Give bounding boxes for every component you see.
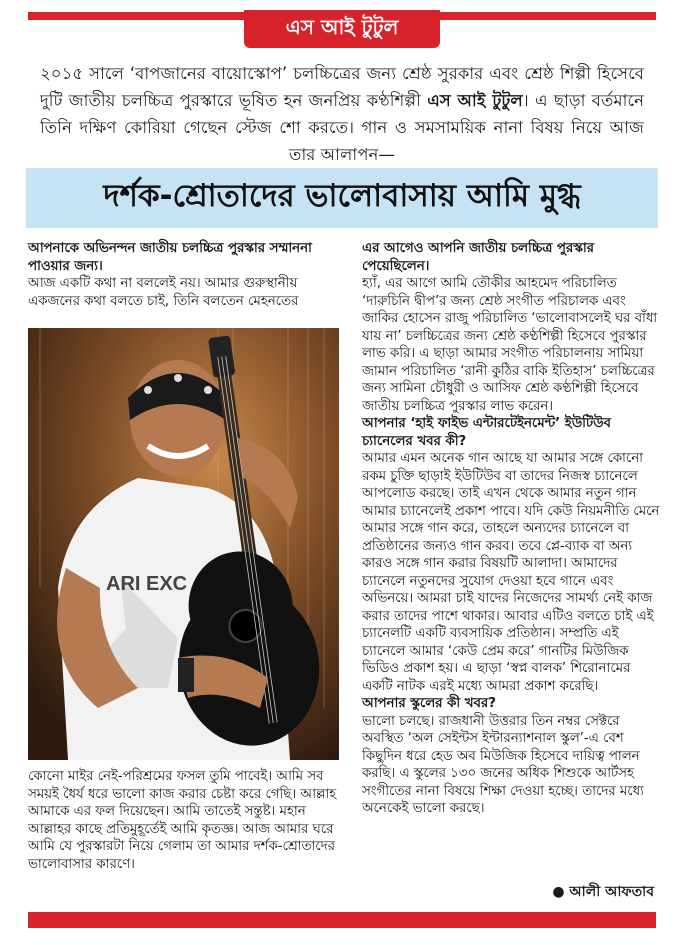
section-tab: এস আই টুটুল [244,10,440,48]
headline: দর্শক-শ্রোতাদের ভালোবাসায় আমি মুগ্ধ [26,168,658,228]
shirt-print: ARI EXC [106,573,188,595]
intro-paragraph [40,60,644,168]
answer-1-part-2: কোনো মাইর নেই-পরিশ্রমের ফসল তুমি পাবেই। আমি সব সময়ই ধৈর্য ধরে ভালো কাজ করার চেষ্টা করে গেছি। আল্লাহ আমাকে এর ফল দিয়েছেন। আমি তাতেই সন্তুষ্ট। মহান আল্লাহর কাছে প্রতিমুহূর্তেই আমি কৃতজ্ঞ। আজ আমার ঘরে আমি যে পুরস্কারটা নিয়ে গেলাম তা আমার দর্শক-শ্রোতাদের ভালোবাসার কারণে। [28,769,337,872]
singer-photo [28,328,339,760]
answer-4: ভালো চলছে। রাজধানী উত্তরার তিন নম্বর সেক্টরে অবস্থিত ‘অল সেইন্টস ইন্টারন্যাশনাল স্কুল’-এ বেশ কিছুদিন ধরে হেড অব মিউজিক হিসেবে দায়িত্ব পালন করছি। এ স্কুলের ১৩০ জনের অধিক শিশুকে আর্টসহ সংগীতের নানা বিষয়ে শিক্ষা দেওয়া হচ্ছে। তাদের মধ্যে অনেকেই ভালো করছে। [362,713,644,816]
right-column [362,240,662,818]
left-column-bottom [28,768,338,873]
question-3: আপনার ‘হাই ফাইভ এন্টারটেইনমেন্ট’ ইউটিউব চ্যানেলের খবর কী? [362,416,611,449]
answer-3: আমার এমন অনেক গান আছে যা আমার সঙ্গে কোনো রকম চুক্তি ছাড়াই ইউটিউব বা তাদের নিজস্ব চ্যানেলে আপলোড করছে। তাই এখন থেকে আমার নতুন গান আমার চ্যানেলেই প্রকাশ পাবে। যদি কেউ নিয়মনীতি মেনে আমার সঙ্গে গান করে, তাহলে অন্যদের চ্যানেলে বা প্রতিষ্ঠানের জন্যও গান করব। তবে প্লে-ব্যাক বা অন্য কারও সঙ্গে গান করার বিষয়টি আলাদা। আমাদের চ্যানেলে নতুনদের সুযোগ দেওয়া হবে গানে এবং অভিনয়ে। আমরা চাই যাদের নিজেদের সামর্থ্য নেই কাজ করার তাদের পাশে থাকার। আবার এটিও বলতে চাই এই চ্যানেলটি একটি ব্যবসায়িক প্রতিষ্ঠান। সম্প্রতি এই চ্যানেলে আমার ‘কেউ প্রেম করে’ গানটির মিউজিক ভিডিও প্রকাশ হয়। এ ছাড়া ‘স্বপ্ন বালক’ শিরোনামের একটি নাটক এরই মধ্যে আমরা প্রকাশ করেছি। [362,451,660,694]
intro-text-before: ২০১৫ সালে ‘বাপজানের বায়োস্কোপ’ চলচ্চিত্রের জন্য শ্রেষ্ঠ সুরকার এবং শ্রেষ্ঠ শিল্পী হিসেবে দুটি জাতীয় চলচ্চিত্র পুরস্কারে ভূষিত হন জনপ্রিয় কণ্ঠশিল্পী [40,64,644,110]
answer-1-part-1: আজ একটি কথা না বললেই নয়। আমার গুরুস্থানীয় একজনের কথা বলতে চাই, তিনি বলতেন মেহনতের [28,276,299,309]
intro-name: এস আই টুটুল [427,91,523,110]
byline: ● আলী আফতাব [552,884,654,900]
answer-2: হ্যাঁ, এর আগে আমি তৌকীর আহমেদ পরিচালিত ‘দারুচিনি দ্বীপ’র জন্য শ্রেষ্ঠ সংগীত পরিচালক এবং জাকির হোসেন রাজু পরিচালিত ‘ভালোবাসলেই ঘর বাঁধা যায় না’ চলচ্চিত্রের জন্য শ্রেষ্ঠ কণ্ঠশিল্পী হিসেবে পুরস্কার লাভ করি। এ ছাড়া আমার সংগীত পরিচালনায় সামিয়া জামান পরিচালিত ‘রানী কুঠির বাকি ইতিহাস’ চলচ্চিত্রের জন্য সামিনা চৌধুরী ও আসিফ শ্রেষ্ঠ কণ্ঠশিল্পী হিসেবে জাতীয় চলচ্চিত্র পুরস্কার লাভ করেন। [362,276,658,414]
singer-illustration [28,328,339,760]
question-4: আপনার স্কুলের কী খবর? [362,696,496,711]
question-1: আপনাকে অভিনন্দন জাতীয় চলচ্চিত্র পুরস্কার সম্মাননা পাওয়ার জন্য। [28,241,312,274]
question-2: এর আগেও আপনি জাতীয় চলচ্চিত্র পুরস্কার পেয়েছিলেন। [362,241,594,274]
intro-text-after: । এ ছাড়া বর্তমানে তিনি দক্ষিণ কোরিয়া গেছেন স্টেজ শো করতে। গান ও সমসাময়িক নানা বিষয় নিয়ে আজ তার আলাপন— [40,91,644,164]
bottom-red-bar [28,912,656,928]
left-column-top [28,240,338,310]
